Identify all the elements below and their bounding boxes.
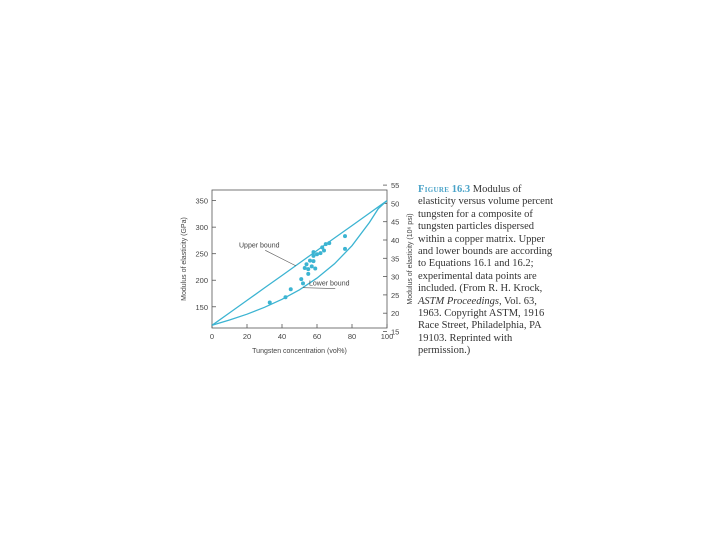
y-right-tick-label: 25 [391, 290, 400, 300]
y-right-tick-label: 50 [391, 199, 400, 209]
y-left-tick-label: 300 [195, 223, 208, 233]
y-left-tick-label: 150 [195, 302, 208, 312]
x-tick-label: 0 [209, 332, 215, 341]
y-left-tick-label: 200 [195, 276, 208, 286]
data-point [315, 252, 319, 256]
y-right-tick-label: 40 [391, 235, 400, 245]
y-right-tick-label: 45 [391, 217, 400, 227]
data-point [312, 254, 316, 258]
caption-text-2: Vol. 63, 1963. Copyright ASTM, 1916 Race Street, Philadelphia, PA 19103. Reprinted with permission.) [418, 295, 545, 357]
y-right-tick-label: 15 [391, 327, 400, 337]
data-point [343, 234, 347, 238]
data-point [312, 259, 316, 263]
y-left-tick-label: 250 [195, 249, 208, 259]
data-point [308, 259, 312, 263]
data-point [303, 266, 307, 270]
data-point [268, 301, 272, 305]
y-right-tick-label: 35 [391, 254, 400, 264]
data-point [343, 247, 347, 251]
lower-bound-leader [303, 288, 335, 289]
x-tick-label: 20 [242, 332, 252, 341]
upper-bound-line [212, 201, 387, 326]
caption-journal: ASTM Proceedings, [418, 295, 502, 307]
x-tick-label: 60 [312, 332, 322, 341]
upper-bound-leader [265, 250, 296, 266]
y-left-axis-title: Modulus of elasticity (GPa) [181, 217, 188, 301]
data-point [310, 264, 314, 268]
data-point [301, 281, 305, 285]
data-point [284, 295, 288, 299]
upper-bound-label: Upper bound [239, 242, 280, 250]
data-point [306, 272, 310, 276]
data-point [322, 249, 326, 253]
data-point [306, 267, 310, 271]
y-right-tick-label: 30 [391, 272, 400, 282]
data-point [312, 250, 316, 254]
data-point [313, 267, 317, 271]
x-tick-label: 80 [347, 332, 357, 341]
data-point [327, 241, 331, 245]
data-point [324, 242, 328, 246]
data-point [319, 251, 323, 255]
figure-label: Figure [418, 184, 450, 195]
figure-number: 16.3 [451, 184, 471, 195]
x-tick-label: 100 [380, 332, 394, 341]
y-right-tick-label: 55 [391, 181, 400, 191]
x-axis-title: Tungsten concentration (vol%) [252, 348, 347, 355]
x-tick-label: 40 [277, 332, 287, 341]
y-right-axis-title: Modulus of elasticity (10⁶ psi) [407, 213, 414, 305]
data-point [299, 277, 303, 281]
figure-caption [418, 184, 558, 358]
y-right-tick-label: 20 [391, 309, 400, 319]
lower-bound-label: Lower bound [309, 280, 350, 288]
plot-area [181, 181, 414, 355]
caption-text-1: Modulus of elasticity versus volume percent tungsten for a composite of tungsten particles dispersed within a copper matrix. Upper and lower bounds are according to Equations 16.1 and 16.2; experimental data points are included. (From R. H. Krock, [418, 184, 553, 295]
data-point [305, 262, 309, 266]
y-left-tick-label: 350 [195, 196, 208, 206]
data-point [289, 287, 293, 291]
